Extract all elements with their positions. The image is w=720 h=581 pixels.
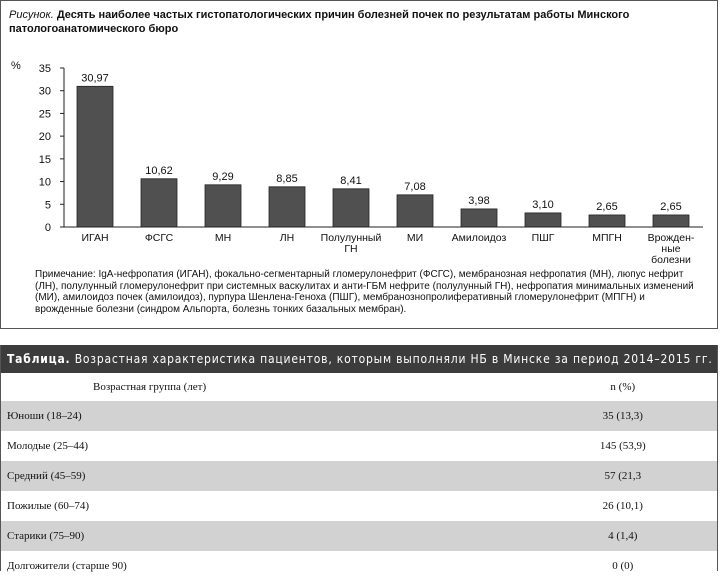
x-tick-label: ПШГ: [531, 232, 555, 244]
x-axis: [64, 227, 703, 266]
age-table: [1, 373, 717, 581]
data-label: 30,97: [81, 72, 109, 85]
y-axis-label: %: [11, 60, 21, 72]
table-row: [1, 491, 717, 521]
bar: [333, 189, 369, 227]
age-group-cell: Средний (45–59): [1, 461, 459, 491]
data-label: 3,98: [468, 194, 490, 207]
x-tick-label: МН: [214, 232, 232, 244]
bars-group: [77, 72, 689, 227]
y-tick-label: 15: [38, 153, 51, 166]
count-cell: 4 (1,4): [459, 521, 717, 551]
count-cell: 57 (21,3: [459, 461, 717, 491]
age-group-cell: Долгожители (старше 90): [1, 551, 459, 581]
bar-chart: [1, 1, 717, 269]
y-tick-label: 20: [38, 131, 51, 144]
y-tick-label: 10: [38, 176, 51, 189]
data-label: 10,62: [145, 164, 173, 177]
age-group-cell: Юноши (18–24): [1, 401, 459, 431]
data-label: 2,65: [596, 200, 618, 213]
figure-note: Примечание: IgA-нефропатия (ИГАН), фокально-сегментарный гломерулонефрит (ФСГС), мембранозная нефропатия (МН), люпус нефрит (ЛН), полулунный гломерулонефрит при системных васкулитах и анти-ГБМ нефрите (полулунный ГН), нефропатия минимальных изменений (МИ), амилоидоз почек (амилоидоз), пурпура Шенлена-Геноха (ПШГ), мембранознопролиферативный гломерулонефрит (МПГН) и врожденные болезни (синдром Альпорта, болезнь тонких базальных мембран).: [35, 269, 694, 315]
figure-title-text: Десять наиболее частых гистопатологических причин болезней почек по результатам работы Минского патологоанатомического бюро: [9, 9, 630, 35]
bar: [589, 215, 625, 227]
y-tick-label: 0: [44, 222, 51, 234]
data-label: 8,85: [276, 172, 298, 185]
x-tick-label: ИГАН: [81, 232, 109, 244]
bar: [653, 215, 689, 227]
bar: [461, 209, 497, 227]
data-label: 7,08: [404, 180, 426, 193]
age-group-cell: Молодые (25–44): [1, 431, 459, 461]
table-row: [1, 401, 717, 431]
table-row: [1, 521, 717, 551]
bar: [525, 213, 561, 227]
y-tick-label: 35: [38, 63, 51, 75]
x-tick-label: Амилоидоз: [451, 232, 507, 244]
table-row: [1, 551, 717, 581]
y-axis: [39, 63, 64, 234]
count-cell: 0 (0): [459, 551, 717, 581]
figure-title-lead: Рисунок.: [9, 9, 54, 21]
bar: [205, 185, 241, 227]
count-cell: 35 (13,3): [459, 401, 717, 431]
count-cell: 145 (53,9): [459, 431, 717, 461]
bar: [77, 86, 113, 227]
count-cell: 26 (10,1): [459, 491, 717, 521]
table-row: [1, 431, 717, 461]
age-table-panel: [0, 345, 718, 571]
table-caption: [1, 345, 717, 373]
table-row: [1, 461, 717, 491]
table-caption-lead: Таблица.: [7, 352, 71, 366]
table-caption-text: Возрастная характеристика пациентов, которым выполняли НБ в Минске за период 2014–2015 гг.: [74, 352, 713, 366]
bar: [269, 187, 305, 227]
age-group-cell: Старики (75–90): [1, 521, 459, 551]
header-count: n (%): [610, 381, 636, 393]
y-tick-label: 30: [38, 85, 51, 98]
header-age-group: Возрастная группа (лет): [93, 381, 207, 393]
data-label: 9,29: [212, 170, 234, 183]
data-label: 8,41: [340, 174, 362, 187]
data-label: 2,65: [660, 200, 682, 213]
data-label: 3,10: [532, 198, 554, 211]
x-tick-label: ФСГС: [144, 232, 174, 244]
x-tick-label: ЛН: [279, 232, 295, 244]
x-tick-label: Полулунный ГН: [320, 232, 382, 255]
x-tick-label: МИ: [406, 232, 424, 244]
age-group-cell: Пожилые (60–74): [1, 491, 459, 521]
bar: [397, 195, 433, 227]
x-tick-label: Врожден-ные болезни: [647, 232, 695, 266]
y-tick-label: 5: [44, 199, 51, 212]
y-tick-label: 25: [38, 108, 51, 121]
bar: [141, 179, 177, 227]
table-header-row: [1, 373, 717, 401]
x-tick-label: МПГН: [592, 232, 622, 244]
